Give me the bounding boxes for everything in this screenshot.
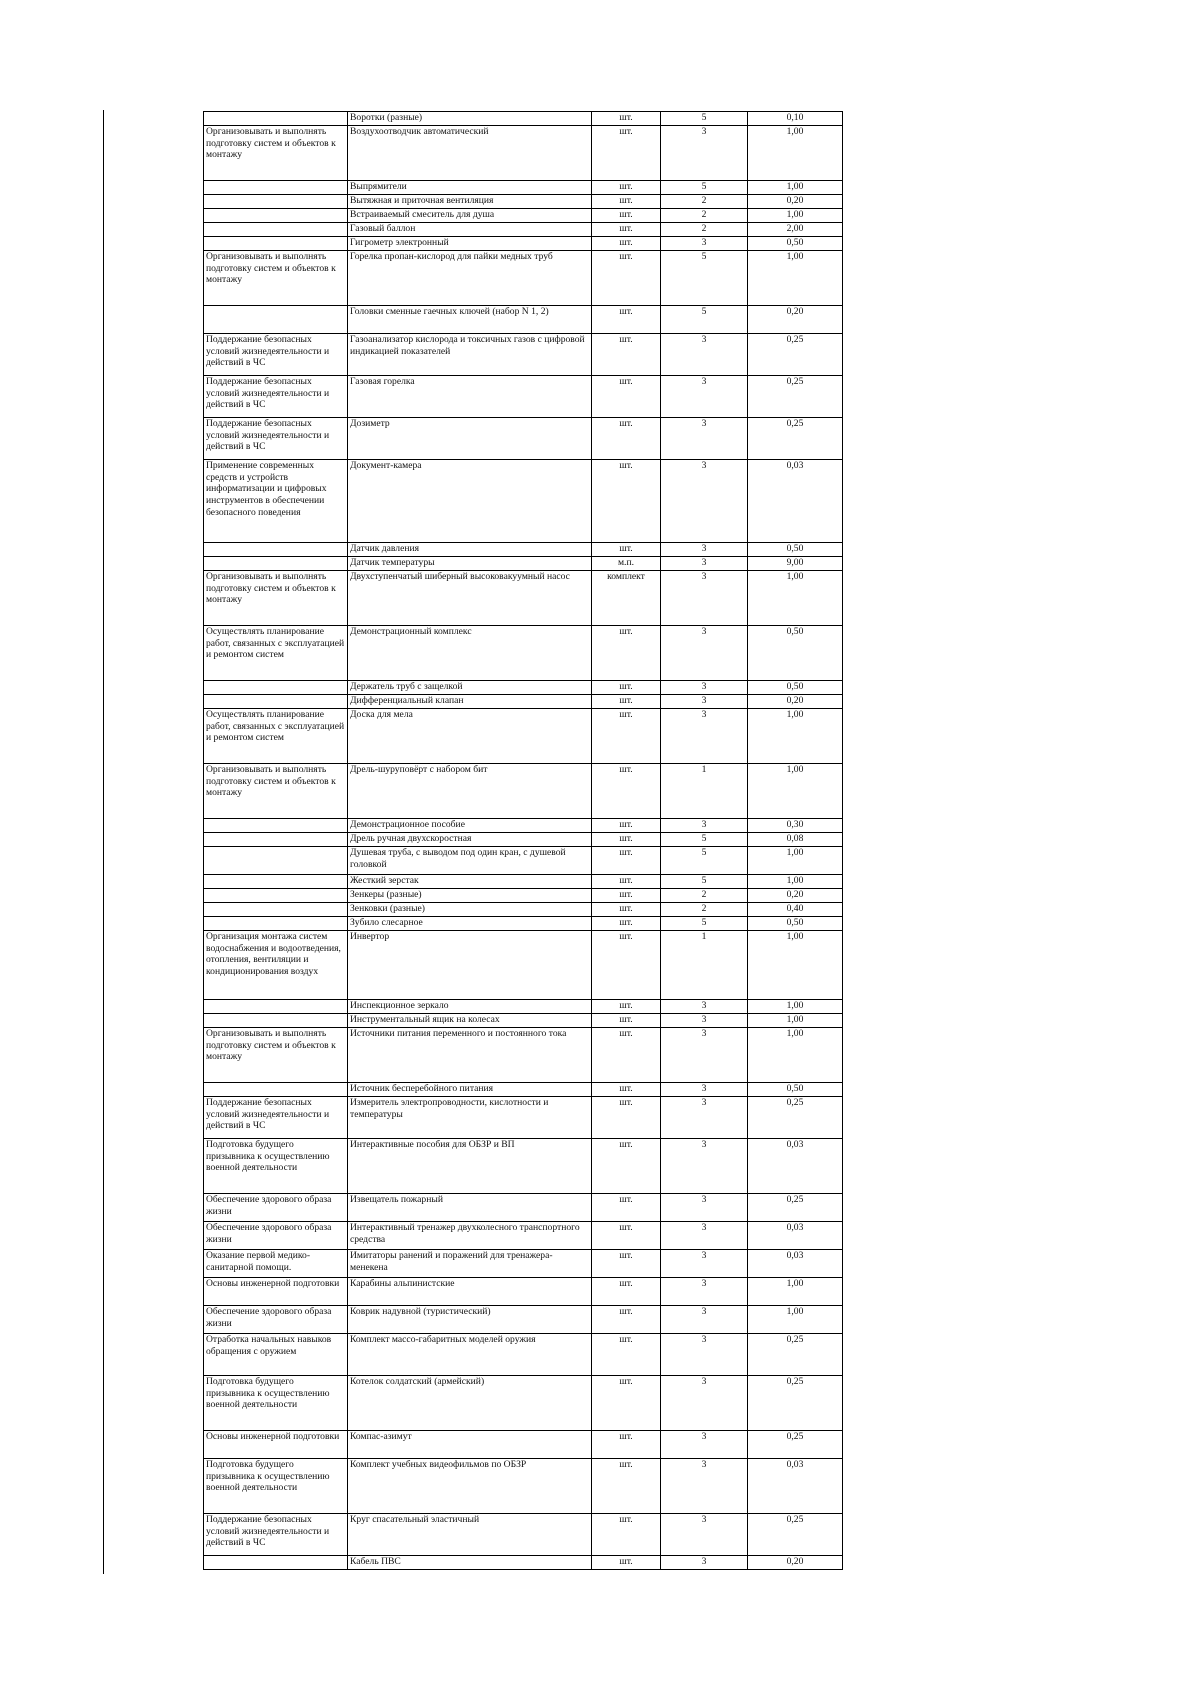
coefficient-cell: 1,00	[748, 764, 843, 819]
table-row	[204, 889, 843, 903]
table-row	[204, 1459, 843, 1514]
unit-cell: шт.	[592, 681, 661, 695]
table-row	[204, 931, 843, 1000]
coefficient-cell: 0,20	[748, 195, 843, 209]
unit-cell: шт.	[592, 1556, 661, 1570]
quantity-cell: 3	[661, 126, 748, 181]
quantity-cell: 3	[661, 237, 748, 251]
item-name-cell: Зенковки (разные)	[348, 903, 592, 917]
item-name-cell: Комплект учебных видеофильмов по ОБЗР	[348, 1459, 592, 1514]
coefficient-cell: 0,25	[748, 1514, 843, 1556]
unit-cell: шт.	[592, 931, 661, 1000]
quantity-cell: 3	[661, 1194, 748, 1222]
coefficient-cell: 1,00	[748, 209, 843, 223]
coefficient-cell: 1,00	[748, 571, 843, 626]
unit-cell: шт.	[592, 1083, 661, 1097]
table-row	[204, 875, 843, 889]
coefficient-cell: 0,25	[748, 1194, 843, 1222]
coefficient-cell: 0,25	[748, 1376, 843, 1431]
unit-cell: шт.	[592, 418, 661, 460]
unit-cell: шт.	[592, 847, 661, 875]
item-name-cell: Интерактивные пособия для ОБЗР и ВП	[348, 1139, 592, 1194]
competency-cell: Основы инженерной подготовки	[204, 1278, 348, 1306]
competency-cell	[204, 1014, 348, 1028]
table-row	[204, 819, 843, 833]
table-row	[204, 764, 843, 819]
competency-cell	[204, 903, 348, 917]
competency-cell: Поддержание безопасных условий жизнедеятельности и действий в ЧС	[204, 1514, 348, 1556]
unit-cell: шт.	[592, 126, 661, 181]
quantity-cell: 5	[661, 833, 748, 847]
table-row	[204, 709, 843, 764]
competency-cell: Применение современных средств и устройств информатизации и цифровых инструментов в обеспечении безопасного поведения	[204, 460, 348, 543]
competency-cell: Организация монтажа систем водоснабжения и водоотведения, отопления, вентиляции и кондиционирования воздух	[204, 931, 348, 1000]
table-row	[204, 917, 843, 931]
table-row	[204, 1306, 843, 1334]
table-row	[204, 695, 843, 709]
unit-cell: шт.	[592, 709, 661, 764]
unit-cell: комплект	[592, 571, 661, 626]
unit-cell: шт.	[592, 195, 661, 209]
competency-cell	[204, 306, 348, 334]
table-row	[204, 195, 843, 209]
quantity-cell: 3	[661, 1097, 748, 1139]
coefficient-cell: 0,20	[748, 695, 843, 709]
quantity-cell: 3	[661, 1556, 748, 1570]
item-name-cell: Круг спасательный эластичный	[348, 1514, 592, 1556]
table-row	[204, 557, 843, 571]
quantity-cell: 5	[661, 181, 748, 195]
competency-cell	[204, 1000, 348, 1014]
unit-cell: шт.	[592, 1139, 661, 1194]
coefficient-cell: 1,00	[748, 847, 843, 875]
item-name-cell: Газоанализатор кислорода и токсичных газов с цифровой индикацией показателей	[348, 334, 592, 376]
quantity-cell: 3	[661, 695, 748, 709]
item-name-cell: Имитаторы ранений и поражений для тренажера-менекена	[348, 1250, 592, 1278]
coefficient-cell: 0,08	[748, 833, 843, 847]
unit-cell: шт.	[592, 306, 661, 334]
coefficient-cell: 1,00	[748, 709, 843, 764]
unit-cell: шт.	[592, 209, 661, 223]
unit-cell: шт.	[592, 112, 661, 126]
unit-cell: шт.	[592, 1514, 661, 1556]
quantity-cell: 3	[661, 1028, 748, 1083]
unit-cell: шт.	[592, 543, 661, 557]
unit-cell: шт.	[592, 1000, 661, 1014]
item-name-cell: Документ-камера	[348, 460, 592, 543]
table-row	[204, 251, 843, 306]
item-name-cell: Инвертор	[348, 931, 592, 1000]
competency-cell: Основы инженерной подготовки	[204, 1431, 348, 1459]
table-row	[204, 237, 843, 251]
competency-cell: Осуществлять планирование работ, связанных с эксплуатацией и ремонтом систем	[204, 626, 348, 681]
quantity-cell: 2	[661, 195, 748, 209]
unit-cell: шт.	[592, 1194, 661, 1222]
quantity-cell: 3	[661, 1139, 748, 1194]
table-row	[204, 181, 843, 195]
table-row	[204, 376, 843, 418]
quantity-cell: 5	[661, 306, 748, 334]
competency-cell: Поддержание безопасных условий жизнедеятельности и действий в ЧС	[204, 376, 348, 418]
competency-cell	[204, 681, 348, 695]
quantity-cell: 2	[661, 223, 748, 237]
unit-cell: шт.	[592, 1222, 661, 1250]
item-name-cell: Карабины альпинистские	[348, 1278, 592, 1306]
table-row	[204, 1376, 843, 1431]
unit-cell: шт.	[592, 1431, 661, 1459]
quantity-cell: 3	[661, 626, 748, 681]
item-name-cell: Источник бесперебойного питания	[348, 1083, 592, 1097]
item-name-cell: Дозиметр	[348, 418, 592, 460]
competency-cell: Поддержание безопасных условий жизнедеятельности и действий в ЧС	[204, 334, 348, 376]
competency-cell: Обеспечение здорового образа жизни	[204, 1194, 348, 1222]
competency-cell	[204, 889, 348, 903]
table-row	[204, 334, 843, 376]
table-row	[204, 1014, 843, 1028]
table-row	[204, 903, 843, 917]
quantity-cell: 3	[661, 1014, 748, 1028]
table-row	[204, 1431, 843, 1459]
competency-cell	[204, 112, 348, 126]
competency-cell: Организовывать и выполнять подготовку систем и объектов к монтажу	[204, 251, 348, 306]
competency-cell: Поддержание безопасных условий жизнедеятельности и действий в ЧС	[204, 418, 348, 460]
unit-cell: шт.	[592, 695, 661, 709]
unit-cell: шт.	[592, 917, 661, 931]
table-row	[204, 418, 843, 460]
item-name-cell: Зубило слесарное	[348, 917, 592, 931]
item-name-cell: Держатель труб с защелкой	[348, 681, 592, 695]
unit-cell: шт.	[592, 1014, 661, 1028]
item-name-cell: Гигрометр электронный	[348, 237, 592, 251]
table-row	[204, 543, 843, 557]
competency-cell	[204, 875, 348, 889]
item-name-cell: Жесткий зерстак	[348, 875, 592, 889]
item-name-cell: Воздухоотводчик автоматический	[348, 126, 592, 181]
table-row	[204, 626, 843, 681]
table-row	[204, 1028, 843, 1083]
competency-cell: Осуществлять планирование работ, связанных с эксплуатацией и ремонтом систем	[204, 709, 348, 764]
competency-cell: Подготовка будущего призывника к осуществлению военной деятельности	[204, 1459, 348, 1514]
competency-cell: Организовывать и выполнять подготовку систем и объектов к монтажу	[204, 1028, 348, 1083]
item-name-cell: Источники питания переменного и постоянного тока	[348, 1028, 592, 1083]
coefficient-cell: 0,25	[748, 334, 843, 376]
item-name-cell: Воротки (разные)	[348, 112, 592, 126]
competency-cell: Обеспечение здорового образа жизни	[204, 1306, 348, 1334]
unit-cell: шт.	[592, 903, 661, 917]
item-name-cell: Интерактивный тренажер двухколесного транспортного средства	[348, 1222, 592, 1250]
quantity-cell: 2	[661, 889, 748, 903]
item-name-cell: Датчик давления	[348, 543, 592, 557]
item-name-cell: Демонстрационное пособие	[348, 819, 592, 833]
item-name-cell: Зенкеры (разные)	[348, 889, 592, 903]
unit-cell: шт.	[592, 237, 661, 251]
item-name-cell: Встраиваемый смеситель для душа	[348, 209, 592, 223]
unit-cell: шт.	[592, 1376, 661, 1431]
table-row	[204, 112, 843, 126]
table-row	[204, 1083, 843, 1097]
coefficient-cell: 0,25	[748, 418, 843, 460]
coefficient-cell: 0,03	[748, 1222, 843, 1250]
item-name-cell: Кабель ПВС	[348, 1556, 592, 1570]
unit-cell: м.п.	[592, 557, 661, 571]
coefficient-cell: 0,03	[748, 1459, 843, 1514]
quantity-cell: 3	[661, 1083, 748, 1097]
coefficient-cell: 1,00	[748, 1306, 843, 1334]
item-name-cell: Компас-азимут	[348, 1431, 592, 1459]
quantity-cell: 3	[661, 460, 748, 543]
item-name-cell: Комплект массо-габаритных моделей оружия	[348, 1334, 592, 1376]
coefficient-cell: 1,00	[748, 1000, 843, 1014]
coefficient-cell: 0,25	[748, 1334, 843, 1376]
item-name-cell: Дрель ручная двухскоростная	[348, 833, 592, 847]
quantity-cell: 3	[661, 1000, 748, 1014]
quantity-cell: 3	[661, 418, 748, 460]
unit-cell: шт.	[592, 334, 661, 376]
competency-cell	[204, 819, 348, 833]
quantity-cell: 3	[661, 1278, 748, 1306]
unit-cell: шт.	[592, 1278, 661, 1306]
table-row	[204, 209, 843, 223]
item-name-cell: Газовый баллон	[348, 223, 592, 237]
quantity-cell: 3	[661, 681, 748, 695]
competency-cell: Подготовка будущего призывника к осуществлению военной деятельности	[204, 1139, 348, 1194]
coefficient-cell: 1,00	[748, 181, 843, 195]
unit-cell: шт.	[592, 376, 661, 418]
equipment-table-body	[204, 112, 843, 1570]
unit-cell: шт.	[592, 1097, 661, 1139]
competency-cell	[204, 847, 348, 875]
unit-cell: шт.	[592, 1250, 661, 1278]
item-name-cell: Головки сменные гаечных ключей (набор N 1, 2)	[348, 306, 592, 334]
quantity-cell: 3	[661, 543, 748, 557]
item-name-cell: Вытяжная и приточная вентиляция	[348, 195, 592, 209]
quantity-cell: 3	[661, 1514, 748, 1556]
quantity-cell: 3	[661, 1222, 748, 1250]
item-name-cell: Инструментальный ящик на колесах	[348, 1014, 592, 1028]
unit-cell: шт.	[592, 181, 661, 195]
competency-cell	[204, 695, 348, 709]
quantity-cell: 5	[661, 112, 748, 126]
quantity-cell: 3	[661, 1250, 748, 1278]
coefficient-cell: 1,00	[748, 251, 843, 306]
quantity-cell: 3	[661, 571, 748, 626]
coefficient-cell: 0,25	[748, 376, 843, 418]
unit-cell: шт.	[592, 223, 661, 237]
coefficient-cell: 0,03	[748, 1139, 843, 1194]
quantity-cell: 1	[661, 931, 748, 1000]
table-row	[204, 223, 843, 237]
item-name-cell: Извещатель пожарный	[348, 1194, 592, 1222]
competency-cell	[204, 1556, 348, 1570]
unit-cell: шт.	[592, 1459, 661, 1514]
coefficient-cell: 1,00	[748, 1278, 843, 1306]
quantity-cell: 3	[661, 709, 748, 764]
competency-cell	[204, 209, 348, 223]
table-row	[204, 126, 843, 181]
left-margin-rule	[103, 110, 104, 1574]
item-name-cell: Двухступенчатый шиберный высоковакуумный насос	[348, 571, 592, 626]
unit-cell: шт.	[592, 875, 661, 889]
table-row	[204, 571, 843, 626]
unit-cell: шт.	[592, 1334, 661, 1376]
coefficient-cell: 0,10	[748, 112, 843, 126]
item-name-cell: Инспекционное зеркало	[348, 1000, 592, 1014]
table-row	[204, 1278, 843, 1306]
table-row	[204, 460, 843, 543]
item-name-cell: Выпрямители	[348, 181, 592, 195]
competency-cell: Оказание первой медико-санитарной помощи.	[204, 1250, 348, 1278]
coefficient-cell: 0,20	[748, 889, 843, 903]
table-row	[204, 1556, 843, 1570]
competency-cell: Подготовка будущего призывника к осуществлению военной деятельности	[204, 1376, 348, 1431]
table-row	[204, 1139, 843, 1194]
coefficient-cell: 0,03	[748, 460, 843, 543]
item-name-cell: Демонстрационный комплекс	[348, 626, 592, 681]
coefficient-cell: 0,50	[748, 1083, 843, 1097]
item-name-cell: Коврик надувной (туристический)	[348, 1306, 592, 1334]
coefficient-cell: 0,20	[748, 306, 843, 334]
competency-cell	[204, 557, 348, 571]
unit-cell: шт.	[592, 819, 661, 833]
unit-cell: шт.	[592, 460, 661, 543]
coefficient-cell: 1,00	[748, 875, 843, 889]
coefficient-cell: 1,00	[748, 1014, 843, 1028]
competency-cell	[204, 1083, 348, 1097]
quantity-cell: 5	[661, 875, 748, 889]
coefficient-cell: 0,03	[748, 1250, 843, 1278]
coefficient-cell: 2,00	[748, 223, 843, 237]
quantity-cell: 3	[661, 1459, 748, 1514]
quantity-cell: 5	[661, 917, 748, 931]
item-name-cell: Датчик температуры	[348, 557, 592, 571]
table-row	[204, 306, 843, 334]
item-name-cell: Измеритель электропроводности, кислотности и температуры	[348, 1097, 592, 1139]
table-row	[204, 1222, 843, 1250]
table-row	[204, 1194, 843, 1222]
quantity-cell: 2	[661, 209, 748, 223]
coefficient-cell: 0,40	[748, 903, 843, 917]
competency-cell	[204, 917, 348, 931]
quantity-cell: 5	[661, 251, 748, 306]
table-row	[204, 681, 843, 695]
table-row	[204, 1250, 843, 1278]
competency-cell: Организовывать и выполнять подготовку систем и объектов к монтажу	[204, 126, 348, 181]
competency-cell	[204, 543, 348, 557]
unit-cell: шт.	[592, 1306, 661, 1334]
competency-cell: Организовывать и выполнять подготовку систем и объектов к монтажу	[204, 764, 348, 819]
table-row	[204, 1097, 843, 1139]
coefficient-cell: 0,25	[748, 1431, 843, 1459]
quantity-cell: 3	[661, 376, 748, 418]
quantity-cell: 3	[661, 1306, 748, 1334]
coefficient-cell: 0,50	[748, 917, 843, 931]
competency-cell	[204, 223, 348, 237]
item-name-cell: Доска для мела	[348, 709, 592, 764]
coefficient-cell: 0,50	[748, 543, 843, 557]
quantity-cell: 3	[661, 1334, 748, 1376]
coefficient-cell: 0,20	[748, 1556, 843, 1570]
quantity-cell: 3	[661, 819, 748, 833]
coefficient-cell: 0,50	[748, 626, 843, 681]
competency-cell: Организовывать и выполнять подготовку систем и объектов к монтажу	[204, 571, 348, 626]
competency-cell	[204, 181, 348, 195]
coefficient-cell: 1,00	[748, 1028, 843, 1083]
table-row	[204, 1514, 843, 1556]
unit-cell: шт.	[592, 251, 661, 306]
competency-cell: Отработка начальных навыков обращения с оружием	[204, 1334, 348, 1376]
table-row	[204, 1334, 843, 1376]
quantity-cell: 3	[661, 557, 748, 571]
coefficient-cell: 0,30	[748, 819, 843, 833]
coefficient-cell: 0,50	[748, 681, 843, 695]
quantity-cell: 3	[661, 334, 748, 376]
competency-cell	[204, 195, 348, 209]
coefficient-cell: 0,25	[748, 1097, 843, 1139]
competency-cell	[204, 237, 348, 251]
coefficient-cell: 9,00	[748, 557, 843, 571]
competency-cell	[204, 833, 348, 847]
unit-cell: шт.	[592, 1028, 661, 1083]
item-name-cell: Дрель-шуруповёрт с набором бит	[348, 764, 592, 819]
unit-cell: шт.	[592, 764, 661, 819]
table-row	[204, 833, 843, 847]
table-row	[204, 847, 843, 875]
unit-cell: шт.	[592, 833, 661, 847]
unit-cell: шт.	[592, 626, 661, 681]
quantity-cell: 3	[661, 1376, 748, 1431]
item-name-cell: Газовая горелка	[348, 376, 592, 418]
unit-cell: шт.	[592, 889, 661, 903]
item-name-cell: Дифференциальный клапан	[348, 695, 592, 709]
coefficient-cell: 1,00	[748, 126, 843, 181]
quantity-cell: 5	[661, 847, 748, 875]
quantity-cell: 1	[661, 764, 748, 819]
competency-cell: Поддержание безопасных условий жизнедеятельности и действий в ЧС	[204, 1097, 348, 1139]
quantity-cell: 3	[661, 1431, 748, 1459]
coefficient-cell: 0,50	[748, 237, 843, 251]
quantity-cell: 2	[661, 903, 748, 917]
competency-cell: Обеспечение здорового образа жизни	[204, 1222, 348, 1250]
item-name-cell: Котелок солдатский (армейский)	[348, 1376, 592, 1431]
table-row	[204, 1000, 843, 1014]
item-name-cell: Горелка пропан-кислород для пайки медных труб	[348, 251, 592, 306]
equipment-table	[203, 111, 843, 1570]
item-name-cell: Душевая труба, с выводом под один кран, с душевой головкой	[348, 847, 592, 875]
coefficient-cell: 1,00	[748, 931, 843, 1000]
